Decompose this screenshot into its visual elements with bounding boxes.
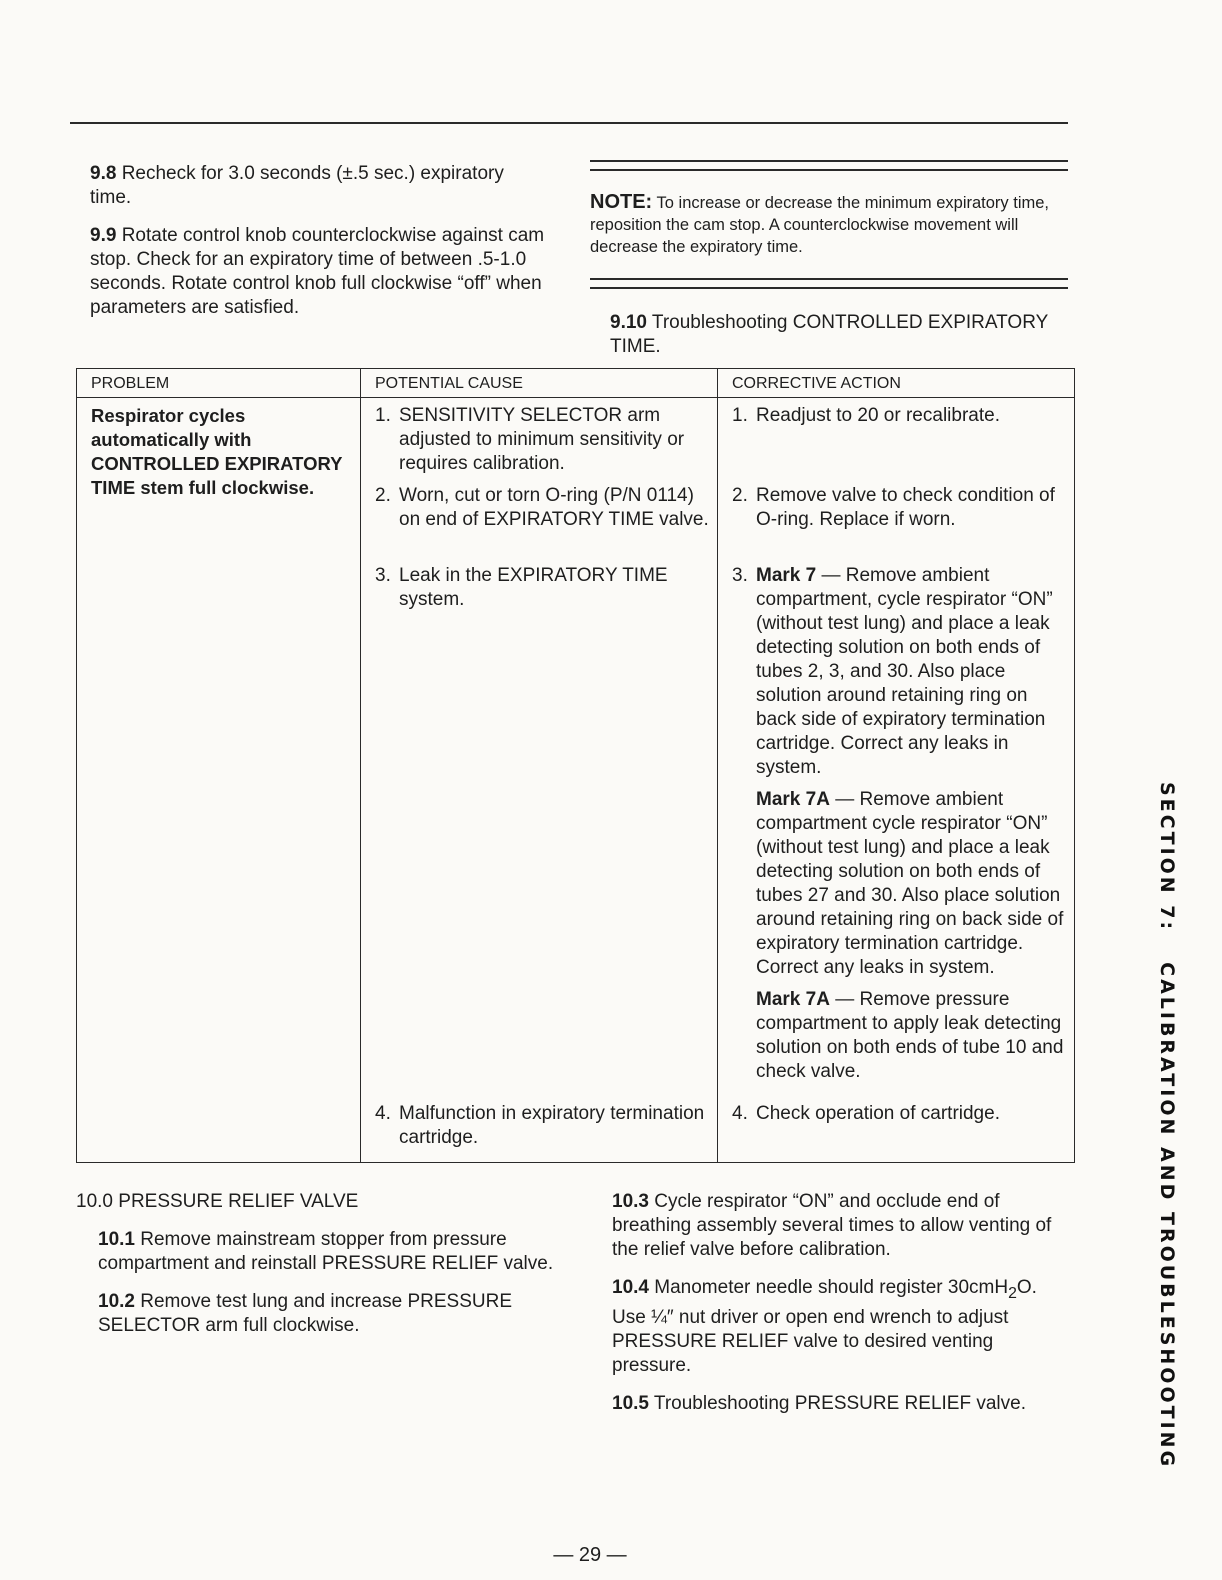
step-number: 10.4 <box>612 1277 649 1298</box>
side-tab-section: SECTION 7: <box>1156 782 1178 933</box>
action-item <box>732 564 1066 1094</box>
cause-text: Worn, cut or torn O-ring (P/N 0114) on end of EXPIRATORY TIME valve. <box>399 485 709 530</box>
step-10-1 <box>98 1228 566 1276</box>
problem-text: Respirator cycles automatically with CONTROLLED EXPIRATORY TIME stem full clockwise. <box>91 405 343 498</box>
double-rule <box>590 278 1068 289</box>
note-label: NOTE: <box>590 191 653 213</box>
item-number: 2. <box>732 485 748 506</box>
action-list <box>732 404 1066 1126</box>
item-number: 2. <box>375 485 391 506</box>
table-row <box>77 398 1075 1163</box>
mark-label: Mark 7A <box>756 789 830 810</box>
header-potential-cause: POTENTIAL CAUSE <box>361 369 718 398</box>
action-text: Check operation of cartridge. <box>756 1103 1000 1124</box>
mark-label: Mark 7 <box>756 565 817 586</box>
cause-item <box>375 564 709 1094</box>
mark-7a-block <box>756 788 1066 980</box>
step-number: 9.10 <box>610 312 647 333</box>
step-text-before: Manometer needle should register 30cmH <box>654 1277 1009 1298</box>
step-10-4 <box>612 1276 1064 1378</box>
step-9-10 <box>610 311 1068 359</box>
cause-item <box>375 1102 709 1150</box>
mark-text: — Remove ambient compartment, cycle respirator “ON” (without test lung) and place a leak detecting solution on both ends of tubes 2, 3, and 30. Also place solution around retaining ring on back side of expiratory termination cartridge. Correct any leaks in system. <box>756 565 1053 778</box>
item-number: 3. <box>732 565 748 586</box>
step-text: Troubleshooting PRESSURE RELIEF valve. <box>653 1392 1026 1414</box>
action-cell <box>718 398 1075 1163</box>
item-number: 1. <box>375 405 391 426</box>
section-side-tab <box>1156 782 1178 1469</box>
item-number: 3. <box>375 565 391 586</box>
step-text: Cycle respirator “ON” and occlude end of breathing assembly several times to allow venting of the relief valve before calibration. <box>612 1191 1052 1260</box>
step-text-after: O. Use ¼″ nut driver or open end wrench to adjust PRESSURE RELIEF valve to desired venting pressure. <box>612 1277 1037 1376</box>
section-title: PRESSURE RELIEF VALVE <box>118 1191 359 1212</box>
mark-7a-pressure-block <box>756 988 1066 1084</box>
step-9-9 <box>90 224 545 320</box>
subscript: 2 <box>1008 1284 1017 1302</box>
cause-text: SENSITIVITY SELECTOR arm adjusted to minimum sensitivity or requires calibration. <box>399 405 685 474</box>
action-item <box>732 404 1066 476</box>
side-tab-title: CALIBRATION AND TROUBLESHOOTING <box>1156 962 1178 1470</box>
step-number: 9.8 <box>90 163 117 184</box>
step-number: 10.3 <box>612 1191 649 1212</box>
cause-cell <box>361 398 718 1163</box>
left-column-top <box>90 162 545 334</box>
step-number: 9.9 <box>90 225 117 246</box>
step-10-3 <box>612 1190 1064 1262</box>
header-problem: PROBLEM <box>77 369 361 398</box>
item-number: 4. <box>732 1103 748 1124</box>
mark-label: Mark 7A <box>756 989 830 1010</box>
step-10-5 <box>612 1392 1064 1416</box>
step-10-2 <box>98 1290 566 1338</box>
action-text: Remove valve to check condition of O-ring. Replace if worn. <box>756 485 1055 530</box>
page-number: — 29 — <box>553 1544 627 1566</box>
cause-item <box>375 484 709 556</box>
item-number: 4. <box>375 1103 391 1124</box>
problem-cell <box>77 398 361 1163</box>
double-rule <box>590 160 1068 171</box>
right-column-bottom <box>612 1190 1064 1430</box>
item-number: 1. <box>732 405 748 426</box>
cause-list <box>375 404 709 1150</box>
step-text: Remove test lung and increase PRESSURE SELECTOR arm full clockwise. <box>98 1291 512 1336</box>
note-box <box>590 191 1064 258</box>
cause-text: Leak in the EXPIRATORY TIME system. <box>399 565 668 610</box>
action-text: Readjust to 20 or recalibrate. <box>756 405 1000 426</box>
step-number: 10.1 <box>98 1229 135 1250</box>
step-text: Remove mainstream stopper from pressure compartment and reinstall PRESSURE RELIEF valve. <box>98 1229 554 1274</box>
step-text: Troubleshooting CONTROLLED EXPIRATORY TIME. <box>610 312 1048 357</box>
step-number: 10.5 <box>612 1392 649 1414</box>
right-column-top <box>590 160 1068 359</box>
note-text: To increase or decrease the minimum expiratory time, reposition the cam stop. A counterclockwise movement will decrease the expiratory time. <box>590 194 1050 256</box>
mark-text: — Remove pressure compartment to apply leak detecting solution on both ends of tube 10 and check valve. <box>756 989 1064 1082</box>
mark-text: — Remove ambient compartment cycle respirator “ON” (without test lung) and place a leak detecting solution on both ends of tubes 27 and 30. Also place solution around retaining ring on back side of expiratory termination cartridge. Correct any leaks in system. <box>756 789 1064 978</box>
header-corrective-action: CORRECTIVE ACTION <box>718 369 1075 398</box>
cause-text: Malfunction in expiratory termination cartridge. <box>399 1103 705 1148</box>
action-item <box>732 1102 1066 1126</box>
cause-item <box>375 404 709 476</box>
left-column-bottom <box>76 1190 566 1352</box>
action-item <box>732 484 1066 556</box>
section-number: 10.0 <box>76 1191 113 1212</box>
step-number: 10.2 <box>98 1291 135 1312</box>
step-text: Recheck for 3.0 seconds (±.5 sec.) expiratory time. <box>90 163 504 208</box>
mark-7-block <box>756 564 1066 780</box>
top-rule <box>70 122 1068 124</box>
step-9-8 <box>90 162 545 210</box>
troubleshooting-table <box>76 368 1075 1163</box>
table-header-row <box>77 369 1075 398</box>
step-text: Rotate control knob counterclockwise against cam stop. Check for an expiratory time of between .5-1.0 seconds. Rotate control knob full clockwise “off” when parameters are satisfied. <box>90 225 545 318</box>
section-10-0-heading <box>76 1190 566 1214</box>
